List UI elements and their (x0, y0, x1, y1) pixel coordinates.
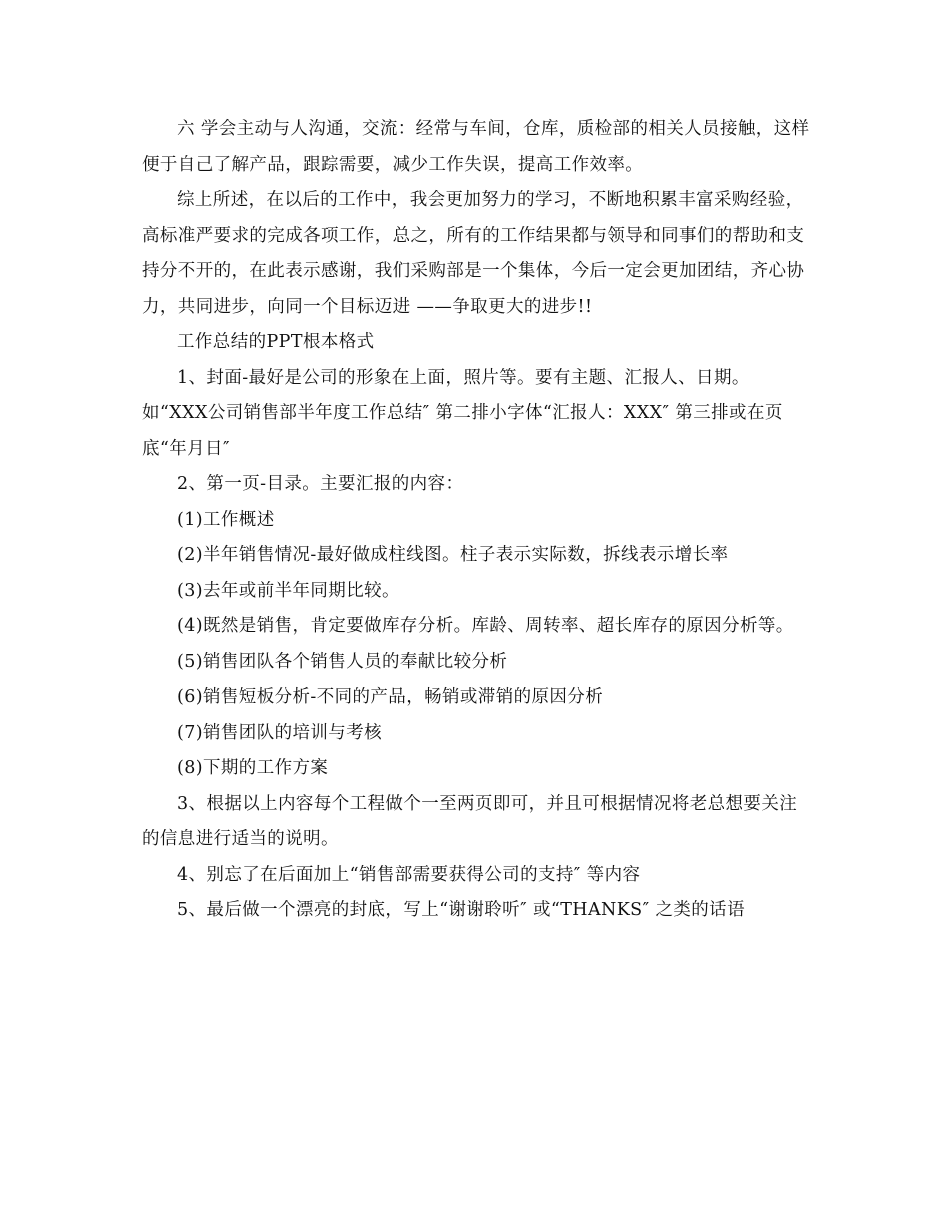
list-item-support: 4、别忘了在后面加上“销售部需要获得公司的支持″ 等内容 (177, 864, 641, 885)
sub-item-7: (7)销售团队的培训与考核 (177, 722, 382, 743)
section-heading-ppt-format: 工作总结的PPT根本格式 (177, 332, 375, 352)
sub-item-5: (5)销售团队各个销售人员的奉献比较分析 (177, 651, 508, 672)
list-item-contents: 2、第一页-目录。主要汇报的内容： (177, 474, 464, 494)
list-item-back-cover: 5、最后做一个漂亮的封底，写上“谢谢聆听″ 或“THANKS″ 之类的话语 (177, 900, 745, 920)
paragraph-communication: 六 学会主动与人沟通，交流：经常与车间，仓库，质检部的相关人员接触，这样便于自己了解产品，跟踪需要，减少工作失误，提高工作效率。 (142, 119, 810, 175)
paragraph-summary: 综上所述，在以后的工作中，我会更加努力的学习，不断地积累丰富采购经验，高标准严要求的完成各项工作，总之，所有的工作结果都与领导和同事们的帮助和支持分不开的，在此表示感谢，我们采购部是一个集体，今后一定会更加团结，齐心协力，共同进步，向同一个目标迈进 ——争取更大的进步!! (142, 190, 805, 317)
sub-item-8: (8)下期的工作方案 (177, 758, 329, 778)
sub-item-6: (6)销售短板分析-不同的产品，畅销或滞销的原因分析 (177, 687, 604, 707)
list-item-cover: 1、封面-最好是公司的形象在上面，照片等。要有主题、汇报人、日期。如“XXX公司销售部半年度工作总结″ 第二排小字体“汇报人：XXX″ 第三排或在页底“年月日″ (142, 367, 783, 459)
sub-item-1: (1)工作概述 (177, 509, 275, 530)
sub-item-2: (2)半年销售情况-最好做成柱线图。柱子表示实际数，拆线表示增长率 (177, 545, 729, 565)
sub-item-3: (3)去年或前半年同期比较。 (177, 580, 400, 601)
sub-item-4: (4)既然是销售，肯定要做库存分析。库龄、周转率、超长库存的原因分析等。 (177, 616, 794, 636)
document-body (142, 112, 810, 929)
list-item-pages: 3、根据以上内容每个工程做个一至两页即可，并且可根据情况将老总想要关注的信息进行适当的说明。 (142, 793, 798, 849)
